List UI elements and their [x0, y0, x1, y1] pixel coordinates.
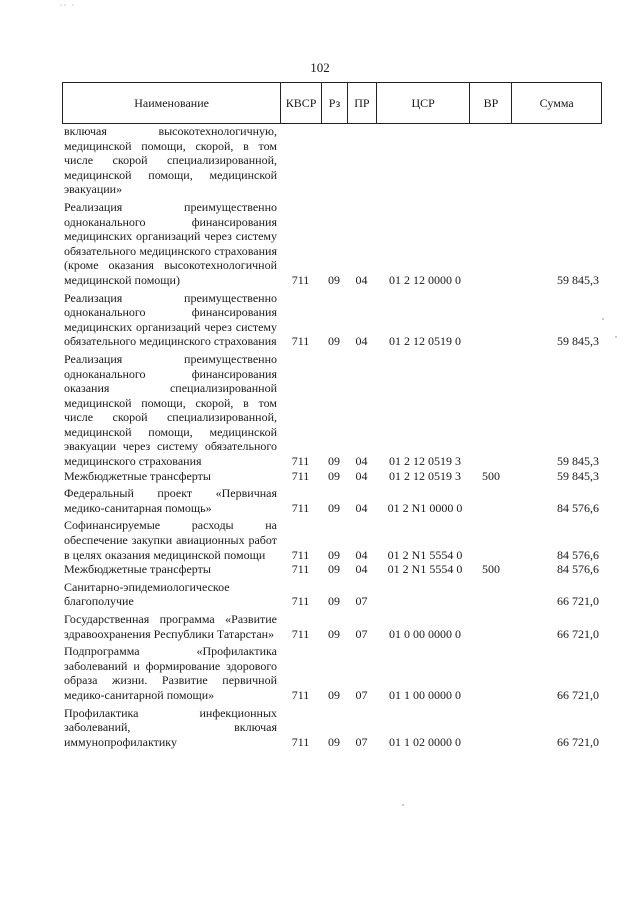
header-csr: ЦСР — [376, 83, 470, 123]
table-row — [62, 486, 602, 515]
row-name: Реализация преимущественно одноканального финансирования оказания специализированной медицинской помощи, скорой, в том числе скорой специализированной, медицинской помощи, медицинской эвакуации через систему обязательного медицинского страхования — [64, 351, 277, 469]
row-kvsr: 711 — [291, 500, 310, 515]
row-kvsr: 711 — [291, 562, 310, 577]
row-csr: 01 2 12 0519 3 — [389, 454, 461, 469]
table-row — [62, 580, 602, 609]
row-name: Профилактика инфекционных заболеваний, включая иммунопрофилактику — [64, 705, 277, 749]
row-pr: 04 — [355, 454, 368, 469]
row-pr: 04 — [355, 334, 368, 349]
row-csr: 01 2 N1 0000 0 — [387, 500, 463, 515]
row-sum: 59 845,3 — [557, 334, 599, 349]
header-kvsr: КВСР — [280, 83, 321, 123]
row-kvsr: 711 — [291, 454, 310, 469]
header-name: Наименование — [134, 95, 209, 110]
row-name: Подпрограмма «Профилактика заболеваний и формирование здорового образа жизни. Развитие первичной медико-санитарной помощи» — [64, 644, 277, 702]
table-row — [62, 124, 602, 197]
row-pr: 04 — [355, 272, 368, 287]
row-sum: 66 721,0 — [557, 734, 599, 749]
row-csr: 01 0 00 0000 0 — [389, 626, 461, 641]
row-rz: 09 — [328, 272, 340, 287]
scan-dot — [602, 318, 604, 320]
table-row — [62, 706, 602, 750]
row-sum: 59 845,3 — [557, 454, 599, 469]
scan-mark: ᵃᵃ ᵘ — [60, 2, 76, 10]
row-sum: 84 576,6 — [557, 562, 599, 577]
row-pr: 04 — [355, 500, 368, 515]
row-name: Санитарно-эпидемиологическое благополучие — [64, 579, 230, 609]
row-name: Государственная программа «Развитие здравоохранения Республики Татарстан» — [64, 612, 277, 641]
row-csr: 01 2 12 0519 3 — [389, 468, 461, 483]
row-rz: 09 — [328, 626, 340, 641]
table-row — [62, 200, 602, 288]
row-csr: 01 2 N1 5554 0 — [387, 547, 463, 562]
row-csr: 01 1 00 0000 0 — [389, 687, 461, 702]
row-kvsr: 711 — [291, 626, 310, 641]
row-rz: 09 — [328, 687, 340, 702]
row-sum: 59 845,3 — [557, 272, 599, 287]
row-sum: 84 576,6 — [557, 500, 599, 515]
row-vr: 500 — [482, 562, 500, 577]
row-rz: 09 — [328, 468, 340, 483]
row-csr: 01 2 12 0519 0 — [389, 334, 461, 349]
row-csr: 01 2 N1 5554 0 — [387, 562, 463, 577]
row-name: включая высокотехнологичную, медицинской помощи, скорой, в том числе скорой специализированной, медицинской помощи, медицинской эвакуации» — [64, 124, 277, 197]
table-row — [62, 291, 602, 349]
table-row — [62, 518, 602, 562]
row-sum: 66 721,0 — [557, 626, 599, 641]
table-header — [62, 82, 602, 124]
row-sum: 66 721,0 — [557, 687, 599, 702]
row-name: Межбюджетные трансферты — [64, 562, 211, 577]
table-row — [62, 562, 602, 577]
scan-dot — [402, 804, 404, 806]
row-kvsr: 711 — [291, 594, 310, 609]
row-kvsr: 711 — [291, 734, 310, 749]
row-rz: 09 — [328, 562, 340, 577]
header-sum: Сумма — [511, 83, 601, 123]
table-row — [62, 352, 602, 469]
row-kvsr: 711 — [291, 687, 310, 702]
row-kvsr: 711 — [291, 334, 310, 349]
row-pr: 07 — [355, 687, 368, 702]
row-rz: 09 — [328, 734, 340, 749]
row-pr: 04 — [355, 547, 368, 562]
scan-dot — [615, 336, 617, 338]
row-kvsr: 711 — [291, 547, 310, 562]
table-row — [62, 612, 602, 641]
row-rz: 09 — [328, 454, 340, 469]
row-pr: 04 — [355, 562, 368, 577]
header-vr: ВР — [469, 83, 511, 123]
row-rz: 09 — [328, 594, 340, 609]
header-pr: ПР — [347, 83, 376, 123]
table-body — [62, 124, 602, 749]
row-name: Федеральный проект «Первичная медико-санитарная помощь» — [64, 486, 277, 515]
row-pr: 07 — [355, 734, 368, 749]
table-row — [62, 644, 602, 702]
row-rz: 09 — [328, 547, 340, 562]
row-rz: 09 — [328, 334, 340, 349]
row-sum: 59 845,3 — [557, 468, 599, 483]
row-rz: 09 — [328, 500, 340, 515]
row-csr: 01 2 12 0000 0 — [389, 272, 461, 287]
row-name: Межбюджетные трансферты — [64, 468, 211, 483]
row-pr: 04 — [355, 468, 368, 483]
row-sum: 84 576,6 — [557, 547, 599, 562]
row-name: Реализация преимущественно одноканального финансирования медицинских организаций через систему обязательного медицинского страхования (кроме оказания высокотехнологичной медицинской помощи) — [64, 199, 277, 287]
row-name: Реализация преимущественно одноканального финансирования медицинских организаций через систему обязательного медицинского страхования — [64, 290, 277, 349]
table-row — [62, 469, 602, 484]
row-csr: 01 1 02 0000 0 — [389, 734, 461, 749]
row-name: Софинансируемые расходы на обеспечение закупки авиационных работ в целях оказания медицинской помощи — [64, 518, 277, 562]
row-pr: 07 — [355, 594, 368, 609]
row-sum: 66 721,0 — [557, 594, 599, 609]
page-number: 102 — [310, 60, 330, 75]
row-pr: 07 — [355, 626, 368, 641]
header-rz: Рз — [321, 83, 347, 123]
row-kvsr: 711 — [291, 468, 310, 483]
row-vr: 500 — [482, 468, 500, 483]
row-kvsr: 711 — [291, 272, 310, 287]
